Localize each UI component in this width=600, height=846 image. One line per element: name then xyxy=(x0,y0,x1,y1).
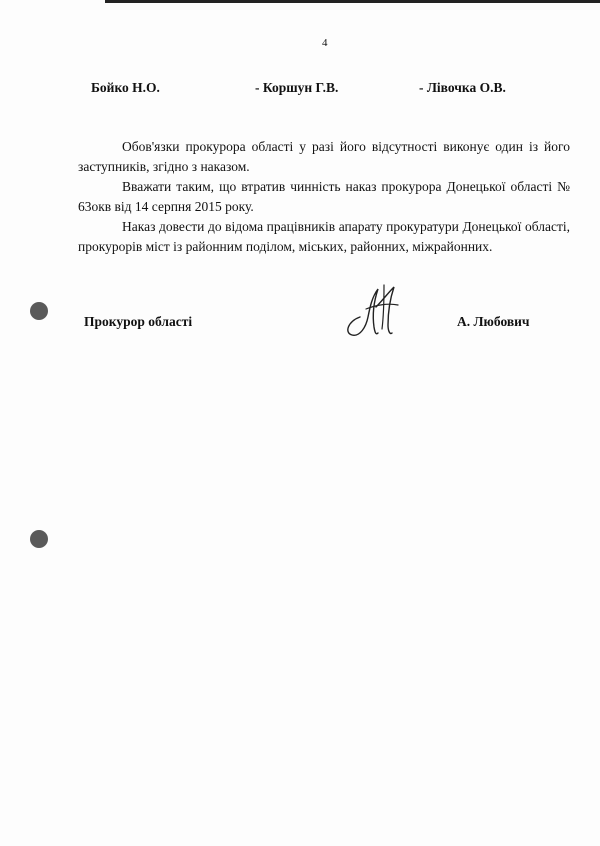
paragraph-notify: Наказ довести до відома працівників апарату прокуратури Донецької області, прокурорів міст із районним поділом, міських, районних, міжрайонних. xyxy=(78,219,570,254)
signer-position: Прокурор області xyxy=(84,314,193,329)
signatories-row xyxy=(0,80,600,100)
paragraph-3-container xyxy=(78,217,570,257)
paragraph-duties: Обов'язки прокурора області у разі його відсутності виконує один із його заступників, згідно з наказом. xyxy=(78,139,570,174)
signatory-name-3: - Лівочка О.В. xyxy=(419,80,506,95)
page-number: 4 xyxy=(322,37,328,49)
paragraph-1-container xyxy=(78,137,570,177)
handwritten-signature-icon xyxy=(338,283,408,343)
paragraph-repeal: Вважати таким, що втратив чинність наказ прокурора Донецької області № 63окв від 14 серпня 2015 року. xyxy=(78,179,570,214)
signatory-name-1: Бойко Н.О. xyxy=(91,80,160,95)
punch-hole-icon xyxy=(30,530,48,548)
signer-name: А. Любович xyxy=(457,314,530,329)
signature-line xyxy=(0,314,600,334)
signatory-name-2: - Коршун Г.В. xyxy=(255,80,339,95)
scan-edge-line xyxy=(105,0,600,3)
paragraph-2-container xyxy=(78,177,570,217)
